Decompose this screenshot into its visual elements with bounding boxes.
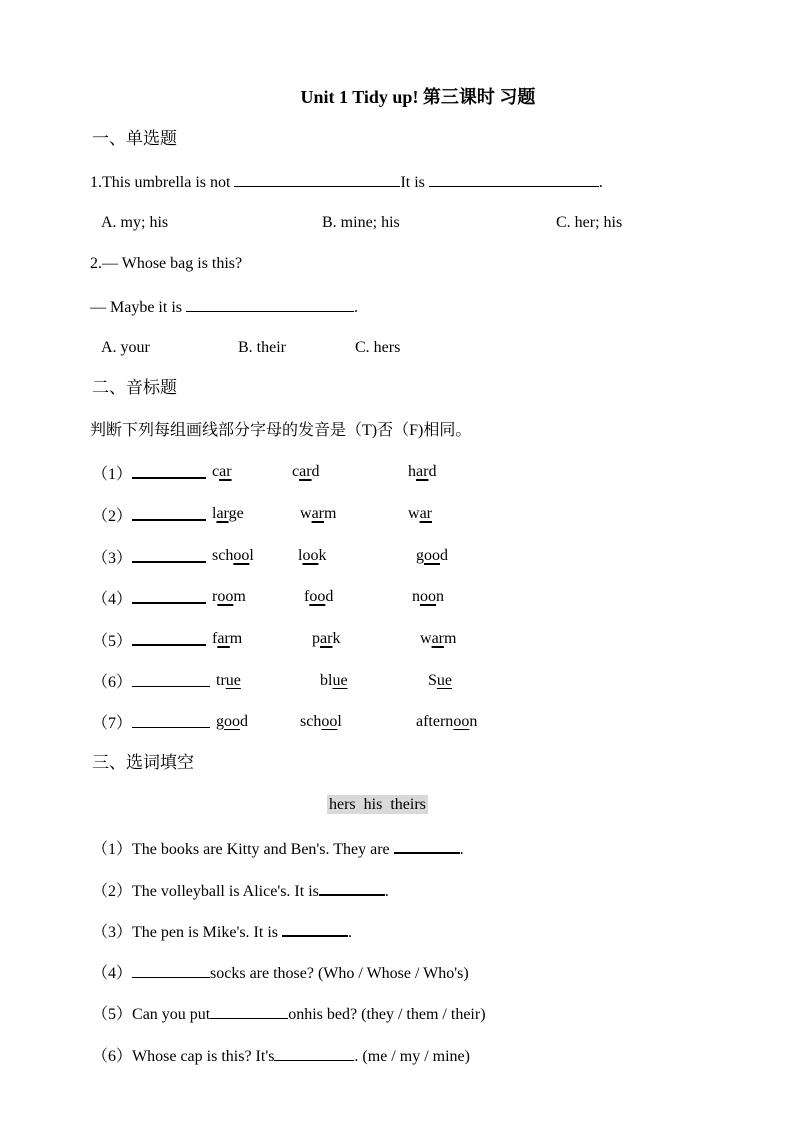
option-b: B. their [238,339,286,356]
section-heading-fill-in: 三、选词填空 [92,753,194,772]
answer-blank[interactable] [319,879,385,896]
word-part: S [428,672,437,689]
underlined-letters: oo [233,547,250,564]
item-text: Can you put [132,1006,211,1023]
phonics-item-6 [92,671,453,693]
phonics-item-3 [92,546,448,569]
phonics-word [216,712,248,732]
answer-blank[interactable] [132,587,206,604]
underlined-letters: oo [217,588,234,605]
underlined-letters: ar [419,505,432,522]
word-part: l [212,505,217,522]
question-1 [90,171,603,193]
phonics-word [428,671,452,691]
answer-blank[interactable] [132,712,210,728]
item-text: . [348,924,352,941]
underlined-letters: oo [424,547,440,564]
underlined-letters: oo [224,713,240,730]
phonics-word [300,504,336,524]
word-part: m [229,630,243,647]
phonics-word [304,587,333,607]
phonics-word [212,462,232,482]
word-part: f [304,588,310,605]
answer-blank[interactable] [186,296,354,312]
item-number: （5） [92,633,133,650]
word-part: sch [300,713,322,730]
phonics-word [408,462,436,482]
word-part: m [324,505,337,522]
item-number: （7） [92,715,133,732]
item-number: （3） [92,550,133,567]
word-part: sch [212,547,234,564]
item-number: （2） [92,883,133,900]
question-text: . [354,299,358,316]
word-bank-item: his [363,796,383,813]
item-number: （6） [92,1048,133,1065]
item-number: （6） [92,674,133,691]
section-heading-phonics: 二、音标题 [92,378,177,397]
option-a: A. my; his [101,214,169,231]
item-text: onhis bed? (they / them / their) [288,1006,486,1023]
section-heading-single-choice: 一、单选题 [92,129,177,148]
word-part: tr [216,672,226,689]
question-text: — Maybe it is [90,299,186,316]
word-part: d [240,713,248,730]
word-part: d [440,547,448,564]
item-text: The pen is Mike's. It is [132,924,282,941]
item-number: （1） [92,841,133,858]
fill-item-1 [92,837,464,860]
phonics-item-5 [92,629,457,652]
phonics-word [300,712,342,732]
phonics-word [416,712,477,732]
phonics-word [298,546,326,566]
underlined-letters: ar [216,505,229,522]
word-part: l [298,547,303,564]
word-part: k [318,547,327,564]
phonics-word [420,629,456,649]
underlined-letters: ue [332,672,348,689]
word-part: f [212,630,218,647]
word-part: w [300,505,312,522]
word-bank-item: theirs [390,796,426,813]
word-part: w [420,630,432,647]
underlined-letters: oo [453,713,470,730]
fill-item-6 [92,1045,470,1067]
option-b: B. mine; his [322,214,400,231]
fill-item-5 [92,1003,486,1025]
word-part: bl [320,672,333,689]
word-part: d [311,463,320,480]
underlined-letters: ar [299,463,312,480]
word-part: k [332,630,341,647]
question-text: 1.This umbrella is not [90,174,235,191]
word-part: d [428,463,437,480]
phonics-word [212,629,242,649]
answer-blank[interactable] [132,629,206,646]
phonics-word [212,504,244,524]
word-part: c [212,463,220,480]
underlined-letters: ar [311,505,324,522]
word-part: aftern [416,713,454,730]
answer-blank[interactable] [132,462,206,479]
item-text: The volleyball is Alice's. It is [132,883,319,900]
underlined-letters: oo [309,588,326,605]
phonics-item-4 [92,587,444,610]
item-number: （2） [92,508,133,525]
phonics-item-7 [92,712,478,734]
fill-item-4 [92,962,469,984]
word-part: ge [228,505,244,522]
answer-blank[interactable] [132,962,210,978]
phonics-item-1 [92,462,437,485]
answer-blank[interactable] [210,1003,288,1019]
phonics-instruction: 判断下列每组画线部分字母的发音是（T)否（F)相同。 [90,422,472,439]
underlined-letters: oo [302,547,319,564]
word-bank-item: hers [329,796,356,813]
underlined-letters: ar [219,463,232,480]
option-c: C. hers [355,339,401,356]
answer-blank[interactable] [274,1045,354,1061]
answer-blank[interactable] [282,920,348,937]
item-text: socks are those? (Who / Whose / Who's) [210,965,469,982]
word-part: c [292,463,300,480]
underlined-letters: ar [217,630,230,647]
word-part: g [416,547,424,564]
word-part: l [337,713,342,730]
question-text: . [598,174,603,191]
word-part: h [408,463,416,480]
question-2-line-2 [90,296,358,318]
answer-blank[interactable] [132,504,206,521]
phonics-word [320,671,348,691]
underlined-letters: ar [320,630,333,647]
word-part: g [216,713,224,730]
item-text: . [384,883,389,900]
phonics-word [212,587,246,607]
item-number: （3） [92,924,133,941]
option-a: A. your [101,339,150,356]
phonics-item-2 [92,504,432,527]
word-part: l [249,547,254,564]
item-text: . (me / my / mine) [354,1048,470,1065]
phonics-word [408,504,432,524]
phonics-word [312,629,340,649]
phonics-word [412,587,444,607]
item-text: Whose cap is this? It's [132,1048,275,1065]
word-part: n [469,713,478,730]
item-number: （4） [92,965,133,982]
word-part: d [325,588,334,605]
item-text: The books are Kitty and Ben's. They are [132,841,394,858]
answer-blank[interactable] [132,546,206,563]
word-part: n [412,588,420,605]
phonics-word [416,546,448,566]
question-text: It is [400,174,429,191]
phonics-word [212,546,254,566]
option-c: C. her; his [556,214,623,231]
word-part: m [233,588,246,605]
word-part: r [212,588,218,605]
phonics-word [292,462,320,482]
underlined-letters: ue [225,672,241,689]
item-number: （4） [92,591,133,608]
word-part: m [444,630,457,647]
page-title: Unit 1 Tidy up! 第三课时 习题 [300,87,536,107]
underlined-letters: ar [416,463,429,480]
underlined-letters: ue [436,672,453,689]
item-text: . [459,841,464,858]
answer-blank[interactable] [394,837,460,854]
word-bank [327,795,428,815]
word-part: p [312,630,320,647]
phonics-word [216,671,241,691]
fill-item-2 [92,879,389,902]
item-number: （5） [92,1006,133,1023]
underlined-letters: ar [431,630,444,647]
item-number: （1） [92,466,133,483]
fill-item-3 [92,920,352,943]
answer-blank[interactable] [234,171,400,187]
question-2-line-1: 2.— Whose bag is this? [90,255,243,272]
underlined-letters: oo [321,713,338,730]
word-part: n [436,588,444,605]
answer-blank[interactable] [132,671,210,687]
answer-blank[interactable] [429,171,599,187]
underlined-letters: oo [420,588,436,605]
word-bank-box [327,795,428,814]
word-part: w [408,505,420,522]
